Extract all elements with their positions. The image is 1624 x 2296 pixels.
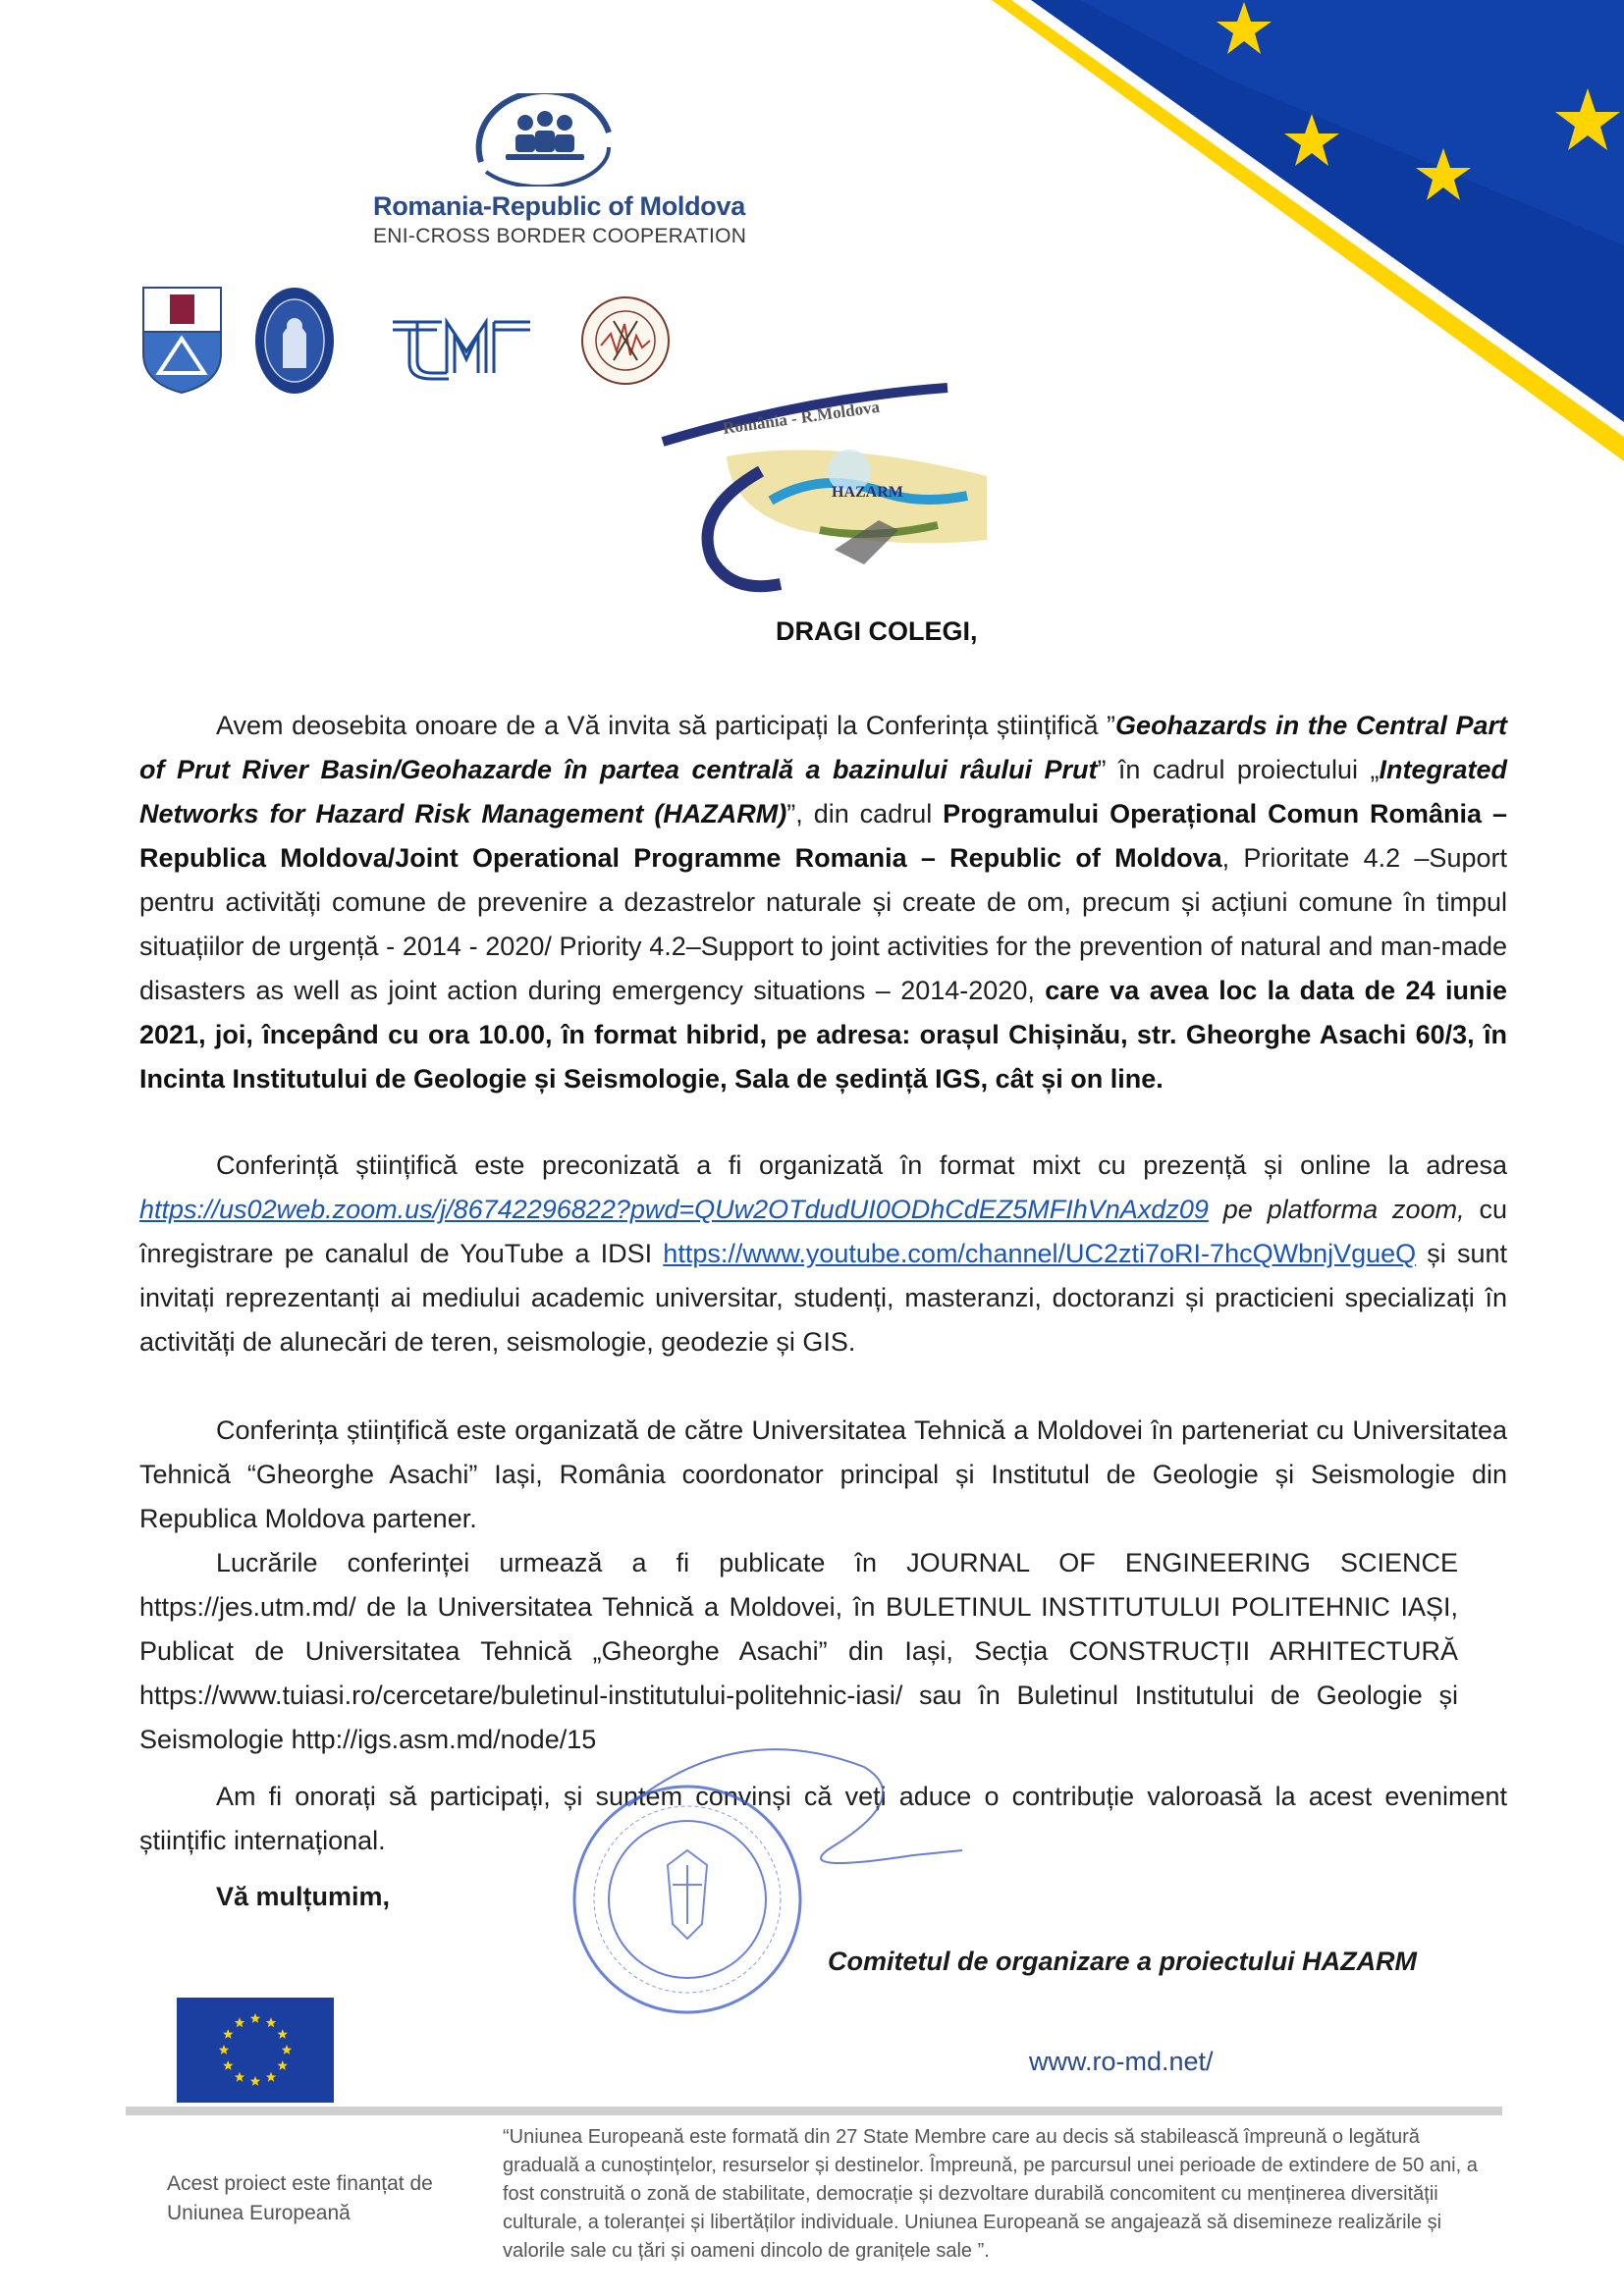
institution-crest-logo (140, 285, 224, 398)
hazarm-logo-text: HAZARM (832, 484, 903, 501)
invitation-paragraph (139, 704, 1507, 1101)
hazarm-project-logo (653, 383, 987, 599)
p2-text-1: Conferință științifică este preconizată a fi organizată în format mixt cu prezență și online la adresa (216, 1150, 1507, 1180)
zoom-link[interactable]: https://us02web.zoom.us/j/86742296822?pwd=QUw2OTdudUI0ODhCdEZ5MFIhVnAxdz09 (139, 1195, 1209, 1224)
eu-quote: “Uniunea Europeană este formată din 27 State Membre care au decis să stabilească împreună o legătură graduală a cunoștințelor, resurselor și destinelor. Împreună, pe parcursul unei perioade de extindere de 50 ani, a fost construită o zonă de stabilitate, democrație și dezvoltare durabilă concomitent cu menținerea diversității culturale, a toleranței și libertăților individuale. Uniunea Europeană se angajează să disemineze realizările și valorile sale cu țări și oameni dincolo de granițele sale ”. (503, 2126, 1478, 2262)
official-stamp-signature (540, 1728, 972, 2022)
hazarm-banner-text: România - R.Moldova (721, 397, 882, 438)
p1-text-1: Avem deosebita onoare de a Vă invita să participați la Conferința științifică ” (216, 711, 1116, 740)
footer-divider (126, 2107, 1502, 2115)
p2-text-2: pe platforma zoom, (1208, 1195, 1465, 1224)
online-format-paragraph (139, 1144, 1507, 1364)
p2-text-4: și sunt invitați reprezentanți ai mediului academic universitar, studenți, masteranzi, doctoranzi și practicieni specializați în activități de alunecări de teren, seismologie, geodezie și GIS. (139, 1239, 1507, 1357)
university-seal-logo (253, 285, 337, 398)
organizing-committee: Comitetul de organizare a proiectului HAZARM (828, 1947, 1418, 1976)
p2-text-3: cu înregistrare pe canalul de YouTube a IDSI (139, 1195, 1507, 1268)
organizers-paragraph (139, 1409, 1507, 1541)
p1-text-5: ”, din cadrul (786, 799, 944, 828)
greeting-heading: DRAGI COLEGI, (776, 616, 978, 646)
conference-title: Geohazards in the Central Part of Prut River Basin/Geohazarde în partea centrală a bazinului râului Prut (139, 711, 1507, 784)
p5-text: Am fi onorați să participați, și suntem convinși că veți aduce o contribuție valoroasă la acest eveniment științific internațional. (139, 1782, 1507, 1855)
program-subtitle: ENI-CROSS BORDER COOPERATION (373, 225, 747, 247)
event-details: care va avea loc la data de 24 iunie 2021, joi, începând cu ora 10.00, în format hibrid, pe adresa: orașul Chișinău, str. Gheorghe Asachi 60/3, în Incinta Institutului de Geologie și Seismologie, Sala de ședință IGS, cât și on line. (139, 976, 1507, 1094)
youtube-link[interactable]: https://www.youtube.com/channel/UC2zti7oRI-7hcQWbnjVgueQ (663, 1239, 1417, 1268)
thanks-text: Vă mulțumim, (216, 1882, 391, 1911)
program-website[interactable]: www.ro-md.net/ (1029, 2047, 1214, 2076)
p1-text-3: ” în cadrul proiectului „ (1097, 755, 1380, 784)
program-title: Romania-Republic of Moldova (373, 191, 745, 221)
eu-flag-icon (177, 1998, 334, 2103)
people-emblem-icon (461, 93, 628, 187)
program-logo (373, 93, 747, 260)
project-title: Integrated Networks for Hazard Risk Management (HAZARM) (139, 755, 1507, 828)
p3-text: Conferința științifică este organizată de către Universitatea Tehnică a Moldovei în parteneriat cu Universitatea Tehnică “Gheorghe Asachi” Iași, România coordonator principal și Institutul de Geologie și Seismologie din Republica Moldova partener. (139, 1415, 1507, 1533)
tum-logo (388, 312, 535, 381)
p1-text-7: , Prioritate 4.2 –Suport pentru activități comune de prevenire a dezastrelor naturale și create de om, precum și acțiuni comune în timpul situațiilor de urgență - 2014 - 2020/ Priority 4.2–Support to joint activities for the prevention of natural and man-made disasters as well as joint action during emergency situations – 2014-2020, (139, 843, 1507, 1005)
p4-text: Lucrările conferinței urmează a fi publicate în JOURNAL OF ENGINEERING SCIENCE https://jes.utm.md/ de la Universitatea Tehnică a Moldovei, în BULETINUL INSTITUTULUI POLITEHNIC IAȘI, Publicat de Universitatea Tehnică „Gheorghe Asachi” din Iași, Secția CONSTRUCȚII ARHITECTURĂ https://www.tuiasi.ro/cercetare/buletinul-institutului-politehnic-iasi/ sau în Buletinul Institutului de Geologie și Seismologie http://igs.asm.md/node/15 (139, 1548, 1458, 1754)
eu-funding-notice: Acest proiect este finanțat de Uniunea Europeană (167, 2172, 433, 2224)
programme-name: Programului Operațional Comun România – Republica Moldova/Joint Operational Programme Romania – Republic of Moldova (139, 799, 1507, 873)
